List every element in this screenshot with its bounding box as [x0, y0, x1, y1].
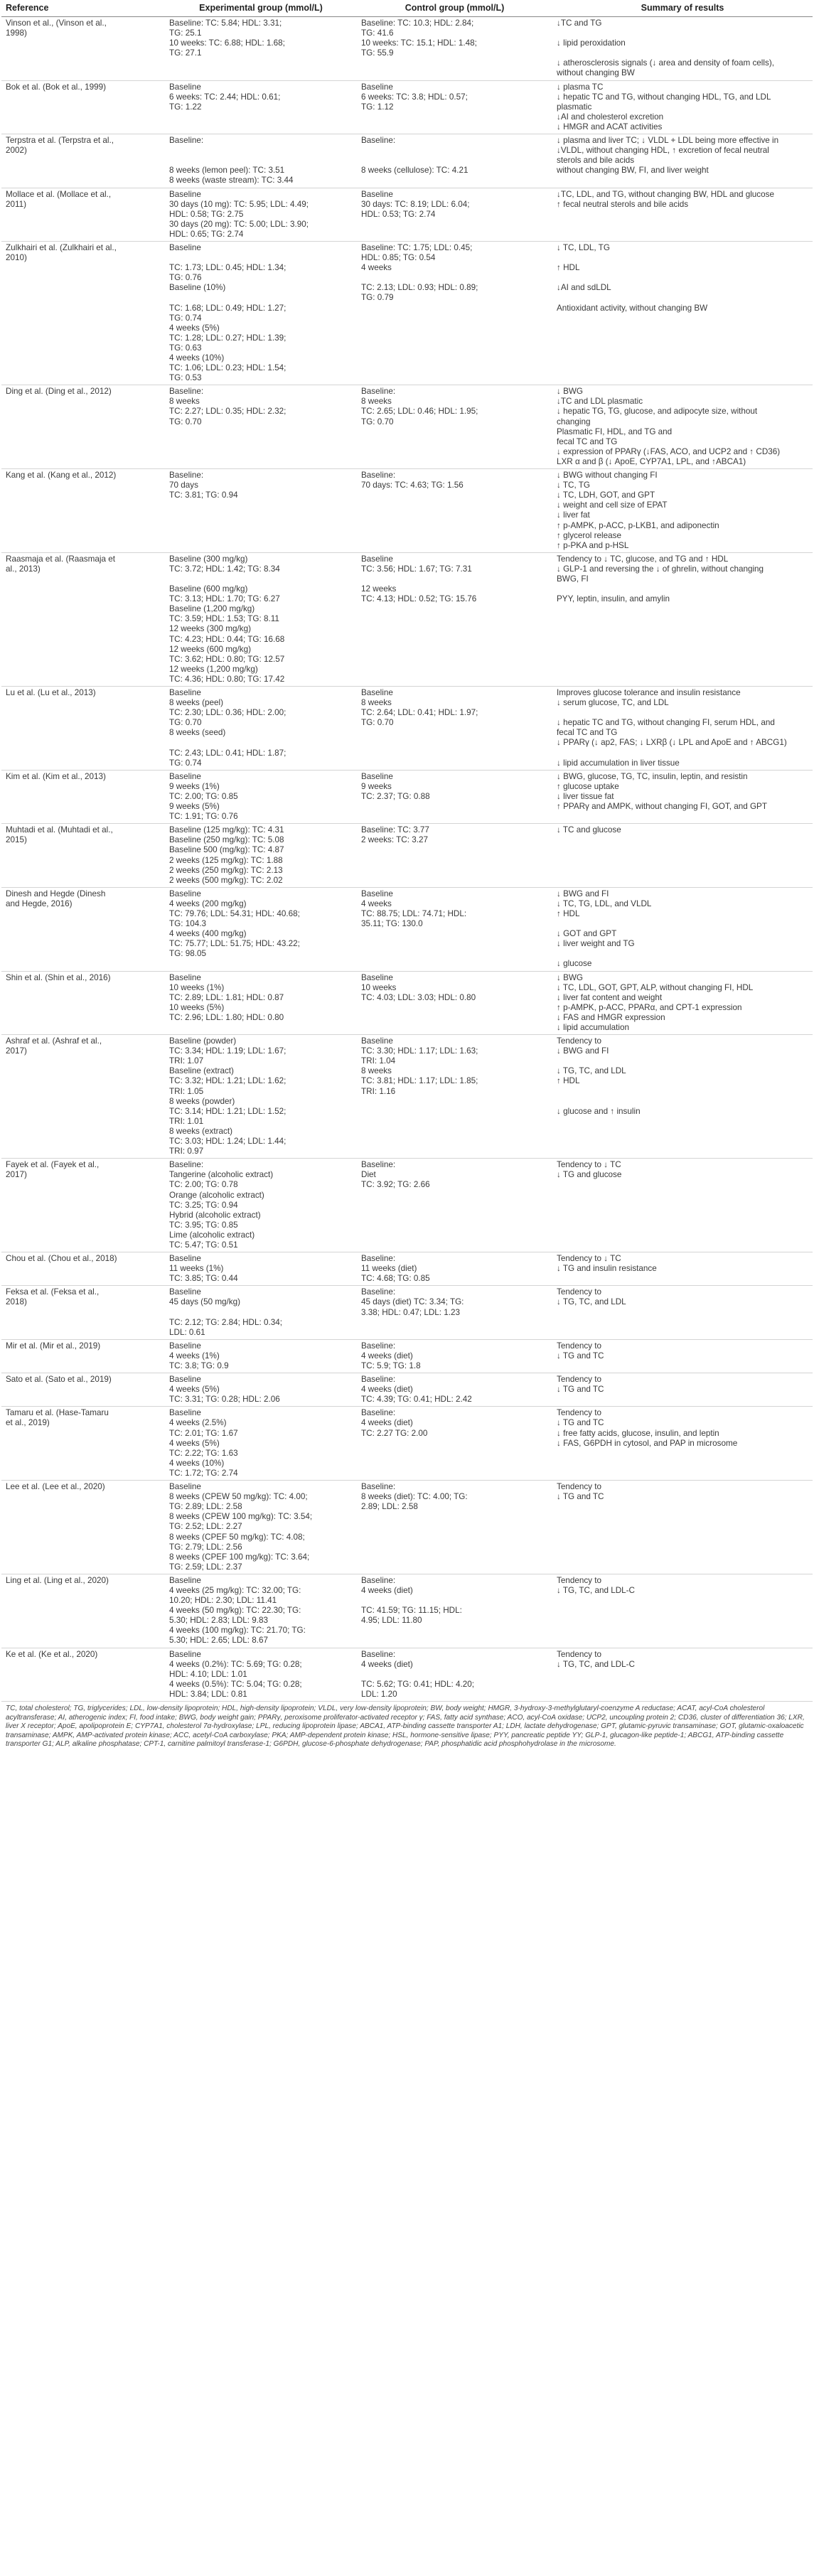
reference-cell: Tamaru et al. (Hase-Tamaru et al., 2019): [1, 1407, 165, 1481]
reference-cell: Muhtadi et al. (Muhtadi et al., 2015): [1, 824, 165, 888]
header-experimental: Experimental group (mmol/L): [165, 0, 357, 17]
table-body: [1, 17, 813, 1702]
summary-cell: ↓ BWG and FI ↓ TC, TG, LDL, and VLDL ↑ HDL ↓ GOT and GPT ↓ liver weight and TG ↓ glucose: [552, 887, 813, 971]
reference-cell: Raasmaja et al. (Raasmaja et al., 2013): [1, 552, 165, 686]
table-row: [1, 80, 813, 134]
control-cell: Baseline: 4 weeks (diet) TC: 2.27 TG: 2.00: [357, 1407, 552, 1481]
control-cell: Baseline: TC: 1.75; LDL: 0.45; HDL: 0.85; TG: 0.54 4 weeks TC: 2.13; LDL: 0.93; HDL: 0.89; TG: 0.79: [357, 241, 552, 385]
control-cell: Baseline 8 weeks TC: 2.64; LDL: 0.41; HDL: 1.97; TG: 0.70: [357, 687, 552, 771]
experimental-cell: Baseline 11 weeks (1%) TC: 3.85; TG: 0.44: [165, 1252, 357, 1286]
table-row: [1, 1286, 813, 1339]
control-cell: Baseline 10 weeks TC: 4.03; LDL: 3.03; HDL: 0.80: [357, 971, 552, 1035]
reference-cell: Ashraf et al. (Ashraf et al., 2017): [1, 1035, 165, 1159]
experimental-cell: Baseline (300 mg/kg) TC: 3.72; HDL: 1.42; TG: 8.34 Baseline (600 mg/kg) TC: 3.13; HDL: 1.70; TG: 6.27 Baseline (1,200 mg/kg) TC: 3.59; HDL: 1.53; TG: 8.11 12 weeks (300 mg/kg) TC: 4.23; HDL: 0.44; TG: 16.68 12 weeks (600 mg/kg) TC: 3.62; HDL: 0.80; TG: 12.57 12 weeks (1,200 mg/kg) TC: 4.36; HDL: 0.80; TG: 17.42: [165, 552, 357, 686]
reference-cell: Zulkhairi et al. (Zulkhairi et al., 2010): [1, 241, 165, 385]
reference-cell: Mir et al. (Mir et al., 2019): [1, 1339, 165, 1373]
reference-cell: Chou et al. (Chou et al., 2018): [1, 1252, 165, 1286]
table-row: [1, 1373, 813, 1407]
summary-cell: ↓ BWG, glucose, TG, TC, insulin, leptin, and resistin ↑ glucose uptake ↓ liver tissue fat ↑ PPARγ and AMPK, without changing FI, GOT, and GPT: [552, 770, 813, 823]
control-cell: Baseline 9 weeks TC: 2.37; TG: 0.88: [357, 770, 552, 823]
summary-cell: Tendency to ↓ TC, glucose, and TG and ↑ HDL ↓ GLP-1 and reversing the ↓ of ghrelin, without changing BWG, FI PYY, leptin, insulin, and amylin: [552, 552, 813, 686]
summary-cell: ↓ TC and glucose: [552, 824, 813, 888]
header-row: [1, 0, 813, 17]
reference-cell: Kim et al. (Kim et al., 2013): [1, 770, 165, 823]
control-cell: Baseline 4 weeks TC: 88.75; LDL: 74.71; HDL: 35.11; TG: 130.0: [357, 887, 552, 971]
table-row: [1, 385, 813, 469]
table-row: [1, 552, 813, 686]
table-row: [1, 1407, 813, 1481]
experimental-cell: Baseline: Tangerine (alcoholic extract) TC: 2.00; TG: 0.78 Orange (alcoholic extract) TC: 3.25; TG: 0.94 Hybrid (alcoholic extract) TC: 3.95; TG: 0.85 Lime (alcoholic extract) TC: 5.47; TG: 0.51: [165, 1159, 357, 1252]
summary-cell: ↓ plasma and liver TC; ↓ VLDL + LDL being more effective in ↓VLDL, without changing HDL, ↑ excretion of fecal neutral sterols and bile acids without changing BW, FI, and liver weight: [552, 134, 813, 188]
reference-cell: Dinesh and Hegde (Dinesh and Hegde, 2016): [1, 887, 165, 971]
table-row: [1, 887, 813, 971]
experimental-cell: Baseline 6 weeks: TC: 2.44; HDL: 0.61; TG: 1.22: [165, 80, 357, 134]
experimental-cell: Baseline 4 weeks (200 mg/kg) TC: 79.76; LDL: 54.31; HDL: 40.68; TG: 104.3 4 weeks (400 mg/kg) TC: 75.77; LDL: 51.75; HDL: 43.22; TG: 98.05: [165, 887, 357, 971]
summary-cell: Tendency to ↓ TC ↓ TG and insulin resistance: [552, 1252, 813, 1286]
table-row: [1, 241, 813, 385]
experimental-cell: Baseline 4 weeks (25 mg/kg): TC: 32.00; TG: 10.20; HDL: 2.30; LDL: 11.41 4 weeks (50 mg/kg): TC: 22.30; TG: 5.30; HDL: 2.83; LDL: 9.83 4 weeks (100 mg/kg): TC: 21.70; TG: 5.30; HDL: 2.65; LDL: 8.67: [165, 1574, 357, 1648]
table-row: [1, 1339, 813, 1373]
control-cell: Baseline: 8 weeks (diet): TC: 4.00; TG: 2.89; LDL: 2.58: [357, 1481, 552, 1574]
control-cell: Baseline: 4 weeks (diet) TC: 5.62; TG: 0.41; HDL: 4.20; LDL: 1.20: [357, 1648, 552, 1701]
experimental-cell: Baseline 30 days (10 mg): TC: 5.95; LDL: 4.49; HDL: 0.58; TG: 2.75 30 days (20 mg): TC: 5.00; LDL: 3.90; HDL: 0.65; TG: 2.74: [165, 188, 357, 241]
reference-cell: Mollace et al. (Mollace et al., 2011): [1, 188, 165, 241]
control-cell: Baseline: Diet TC: 3.92; TG: 2.66: [357, 1159, 552, 1252]
control-cell: Baseline TC: 3.30; HDL: 1.17; LDL: 1.63; TRI: 1.04 8 weeks TC: 3.81; HDL: 1.17; LDL: 1.85; TRI: 1.16: [357, 1035, 552, 1159]
summary-cell: Tendency to ↓ BWG and FI ↓ TG, TC, and LDL ↑ HDL ↓ glucose and ↑ insulin: [552, 1035, 813, 1159]
control-cell: Baseline: TC: 10.3; HDL: 2.84; TG: 41.6 10 weeks: TC: 15.1; HDL: 1.48; TG: 55.9: [357, 17, 552, 81]
summary-cell: ↓ TC, LDL, TG ↑ HDL ↓AI and sdLDL Antioxidant activity, without changing BW: [552, 241, 813, 385]
table-row: [1, 1648, 813, 1701]
summary-cell: Tendency to ↓ TG, TC, and LDL: [552, 1286, 813, 1339]
header-reference: Reference: [1, 0, 165, 17]
table-row: [1, 687, 813, 771]
summary-cell: Tendency to ↓ TG, TC, and LDL-C: [552, 1648, 813, 1701]
reference-cell: Fayek et al. (Fayek et al., 2017): [1, 1159, 165, 1252]
summary-cell: Tendency to ↓ TG and TC: [552, 1373, 813, 1407]
summary-cell: Tendency to ↓ TC ↓ TG and glucose: [552, 1159, 813, 1252]
reference-cell: Shin et al. (Shin et al., 2016): [1, 971, 165, 1035]
table-row: [1, 1035, 813, 1159]
control-cell: Baseline: 8 weeks (cellulose): TC: 4.21: [357, 134, 552, 188]
table-row: [1, 469, 813, 553]
reference-cell: Ding et al. (Ding et al., 2012): [1, 385, 165, 469]
reference-cell: Lu et al. (Lu et al., 2013): [1, 687, 165, 771]
summary-cell: Tendency to ↓ TG and TC: [552, 1339, 813, 1373]
experimental-cell: Baseline 10 weeks (1%) TC: 2.89; LDL: 1.81; HDL: 0.87 10 weeks (5%) TC: 2.96; LDL: 1.80; HDL: 0.80: [165, 971, 357, 1035]
reference-cell: Sato et al. (Sato et al., 2019): [1, 1373, 165, 1407]
summary-cell: Tendency to ↓ TG and TC ↓ free fatty acids, glucose, insulin, and leptin ↓ FAS, G6PDH in cytosol, and PAP in microsome: [552, 1407, 813, 1481]
summary-cell: ↓TC and TG ↓ lipid peroxidation ↓ atherosclerosis signals (↓ area and density of foam cells), without changing BW: [552, 17, 813, 81]
control-cell: Baseline: 8 weeks TC: 2.65; LDL: 0.46; HDL: 1.95; TG: 0.70: [357, 385, 552, 469]
experimental-cell: Baseline: 8 weeks TC: 2.27; LDL: 0.35; HDL: 2.32; TG: 0.70: [165, 385, 357, 469]
summary-cell: Tendency to ↓ TG, TC, and LDL-C: [552, 1574, 813, 1648]
table-row: [1, 1481, 813, 1574]
summary-cell: ↓ plasma TC ↓ hepatic TC and TG, without changing HDL, TG, and LDL plasmatic ↓AI and cholesterol excretion ↓ HMGR and ACAT activities: [552, 80, 813, 134]
footnote: TC, total cholesterol; TG, triglycerides; LDL, low-density lipoprotein; HDL, high-density lipoprotein; VLDL, very low-density lipoprotein; BW, body weight; HMGR, 3-hydroxy-3-methylglutaryl-coenzyme A reductase; ACAT, acyl-CoA cholesterol acyltransferase; AI, atherogenic index; FI, food intake; BWG, body weight gain; PPARγ, peroxisome proliferator-activated receptor γ; FAS, fatty acid synthase; ACO, acyl-CoA oxidase; UCP2, uncoupling protein 2; CD36, cluster of differentiation 36; LXR, liver X receptor; ApoE, apolipoprotein E; CYP7A1, cholesterol 7α-hydroxylase; LPL, reducing lipoprotein lipase; ABCA1, ATP-binding cassette transporter A1; LDH, lactate dehydrogenase; GPT, glutamic-pyruvic transaminase; GOT, glutamic-oxaloacetic transaminase; AMPK, AMP-activated protein kinase; ACC, acetyl-CoA carboxylase; PKA; AMP-dependent protein kinase; HSL, hormone-sensitive lipase; PYY, pancreatic peptide YY; GLP-1, glucagon-like peptide-1; ABCG1, ATP-binding cassette transporter G1; ALP, alkaline phosphatase; CPT-1, carnitine palmitoyl transferase-1; G6PDH, glucose-6-phosphate dehydrogenase; PAP, phosphatidic acid phosphohydrolase in the microsome.: [6, 1705, 805, 1749]
experimental-cell: Baseline 8 weeks (CPEW 50 mg/kg): TC: 4.00; TG: 2.89; LDL: 2.58 8 weeks (CPEW 100 mg/kg): TC: 3.54; TG: 2.52; LDL: 2.27 8 weeks (CPEF 50 mg/kg): TC: 4.08; TG: 2.79; LDL: 2.56 8 weeks (CPEF 100 mg/kg): TC: 3.64; TG: 2.59; LDL: 2.37: [165, 1481, 357, 1574]
reference-cell: Feksa et al. (Feksa et al., 2018): [1, 1286, 165, 1339]
summary-cell: ↓ BWG without changing FI ↓ TC, TG ↓ TC, LDH, GOT, and GPT ↓ weight and cell size of EPAT ↓ liver fat ↑ p-AMPK, p-ACC, p-LKB1, and adiponectin ↑ glycerol release ↑ p-PKA and p-HSL: [552, 469, 813, 553]
control-cell: Baseline: 4 weeks (diet) TC: 41.59; TG: 11.15; HDL: 4.95; LDL: 11.80: [357, 1574, 552, 1648]
reference-cell: Bok et al. (Bok et al., 1999): [1, 80, 165, 134]
experimental-cell: Baseline 4 weeks (1%) TC: 3.8; TG: 0.9: [165, 1339, 357, 1373]
table-row: [1, 134, 813, 188]
table-row: [1, 824, 813, 888]
experimental-cell: Baseline 4 weeks (2.5%) TC: 2.01; TG: 1.67 4 weeks (5%) TC: 2.22; TG: 1.63 4 weeks (10%) TC: 1.72; TG: 2.74: [165, 1407, 357, 1481]
experimental-cell: Baseline 9 weeks (1%) TC: 2.00; TG: 0.85 9 weeks (5%) TC: 1.91; TG: 0.76: [165, 770, 357, 823]
reference-cell: Ke et al. (Ke et al., 2020): [1, 1648, 165, 1701]
control-cell: Baseline: 45 days (diet) TC: 3.34; TG: 3.38; HDL: 0.47; LDL: 1.23: [357, 1286, 552, 1339]
control-cell: Baseline TC: 3.56; HDL: 1.67; TG: 7.31 12 weeks TC: 4.13; HDL: 0.52; TG: 15.76: [357, 552, 552, 686]
experimental-cell: Baseline: TC: 5.84; HDL: 3.31; TG: 25.1 10 weeks: TC: 6.88; HDL: 1.68; TG: 27.1: [165, 17, 357, 81]
control-cell: Baseline: 11 weeks (diet) TC: 4.68; TG: 0.85: [357, 1252, 552, 1286]
table-row: [1, 1252, 813, 1286]
experimental-cell: Baseline TC: 1.73; LDL: 0.45; HDL: 1.34; TG: 0.76 Baseline (10%) TC: 1.68; LDL: 0.49; HDL: 1.27; TG: 0.74 4 weeks (5%) TC: 1.28; LDL: 0.27; HDL: 1.39; TG: 0.63 4 weeks (10%) TC: 1.06; LDL: 0.23; HDL: 1.54; TG: 0.53: [165, 241, 357, 385]
experimental-cell: Baseline 4 weeks (5%) TC: 3.31; TG: 0.28; HDL: 2.06: [165, 1373, 357, 1407]
table-row: [1, 17, 813, 81]
results-table: [1, 0, 813, 1702]
summary-cell: Tendency to ↓ TG and TC: [552, 1481, 813, 1574]
control-cell: Baseline 6 weeks: TC: 3.8; HDL: 0.57; TG: 1.12: [357, 80, 552, 134]
table-row: [1, 1159, 813, 1252]
experimental-cell: Baseline 4 weeks (0.2%): TC: 5.69; TG: 0.28; HDL: 4.10; LDL: 1.01 4 weeks (0.5%): TC: 5.04; TG: 0.28; HDL: 3.84; LDL: 0.81: [165, 1648, 357, 1701]
experimental-cell: Baseline (125 mg/kg): TC: 4.31 Baseline (250 mg/kg): TC: 5.08 Baseline 500 (mg/kg): TC: 4.87 2 weeks (125 mg/kg): TC: 1.88 2 weeks (250 mg/kg): TC: 2.13 2 weeks (500 mg/kg): TC: 2.02: [165, 824, 357, 888]
experimental-cell: Baseline 8 weeks (peel) TC: 2.30; LDL: 0.36; HDL: 2.00; TG: 0.70 8 weeks (seed) TC: 2.43; LDL: 0.41; HDL: 1.87; TG: 0.74: [165, 687, 357, 771]
summary-cell: ↓TC, LDL, and TG, without changing BW, HDL and glucose ↑ fecal neutral sterols and bile acids: [552, 188, 813, 241]
control-cell: Baseline: 4 weeks (diet) TC: 4.39; TG: 0.41; HDL: 2.42: [357, 1373, 552, 1407]
control-cell: Baseline: 4 weeks (diet) TC: 5.9; TG: 1.8: [357, 1339, 552, 1373]
reference-cell: Terpstra et al. (Terpstra et al., 2002): [1, 134, 165, 188]
experimental-cell: Baseline: 70 days TC: 3.81; TG: 0.94: [165, 469, 357, 553]
table-row: [1, 188, 813, 241]
control-cell: Baseline 30 days: TC: 8.19; LDL: 6.04; HDL: 0.53; TG: 2.74: [357, 188, 552, 241]
header-control: Control group (mmol/L): [357, 0, 552, 17]
reference-cell: Lee et al. (Lee et al., 2020): [1, 1481, 165, 1574]
table-row: [1, 770, 813, 823]
experimental-cell: Baseline: 8 weeks (lemon peel): TC: 3.51 8 weeks (waste stream): TC: 3.44: [165, 134, 357, 188]
summary-cell: Improves glucose tolerance and insulin resistance ↓ serum glucose, TC, and LDL ↓ hepatic TC and TG, without changing FI, serum HDL, and fecal TC and TG ↓ PPARγ (↓ ap2, FAS; ↓ LXRβ (↓ LPL and ApoE and ↑ ABCG1) ↓ lipid accumulation in liver tissue: [552, 687, 813, 771]
header-summary: Summary of results: [552, 0, 813, 17]
reference-cell: Ling et al. (Ling et al., 2020): [1, 1574, 165, 1648]
control-cell: Baseline: TC: 3.77 2 weeks: TC: 3.27: [357, 824, 552, 888]
summary-cell: ↓ BWG ↓TC and LDL plasmatic ↓ hepatic TG, TG, glucose, and adipocyte size, without changing Plasmatic FI, HDL, and TG and fecal TC and TG ↓ expression of PPARγ (↓FAS, ACO, and UCP2 and ↑ CD36) LXR α and β (↓ ApoE, CYP7A1, LPL, and ↑ABCA1): [552, 385, 813, 469]
experimental-cell: Baseline 45 days (50 mg/kg) TC: 2.12; TG: 2.84; HDL: 0.34; LDL: 0.61: [165, 1286, 357, 1339]
reference-cell: Vinson et al., (Vinson et al., 1998): [1, 17, 165, 81]
table-row: [1, 1574, 813, 1648]
table-row: [1, 971, 813, 1035]
experimental-cell: Baseline (powder) TC: 3.34; HDL: 1.19; LDL: 1.67; TRI: 1.07 Baseline (extract) TC: 3.32; HDL: 1.21; LDL: 1.62; TRI: 1.05 8 weeks (powder) TC: 3.14; HDL: 1.21; LDL: 1.52; TRI: 1.01 8 weeks (extract) TC: 3.03; HDL: 1.24; LDL: 1.44; TRI: 0.97: [165, 1035, 357, 1159]
summary-cell: ↓ BWG ↓ TC, LDL, GOT, GPT, ALP, without changing FI, HDL ↓ liver fat content and weight ↑ p-AMPK, p-ACC, PPARα, and CPT-1 expression ↓ FAS and HMGR expression ↓ lipid accumulation: [552, 971, 813, 1035]
control-cell: Baseline: 70 days: TC: 4.63; TG: 1.56: [357, 469, 552, 553]
reference-cell: Kang et al. (Kang et al., 2012): [1, 469, 165, 553]
